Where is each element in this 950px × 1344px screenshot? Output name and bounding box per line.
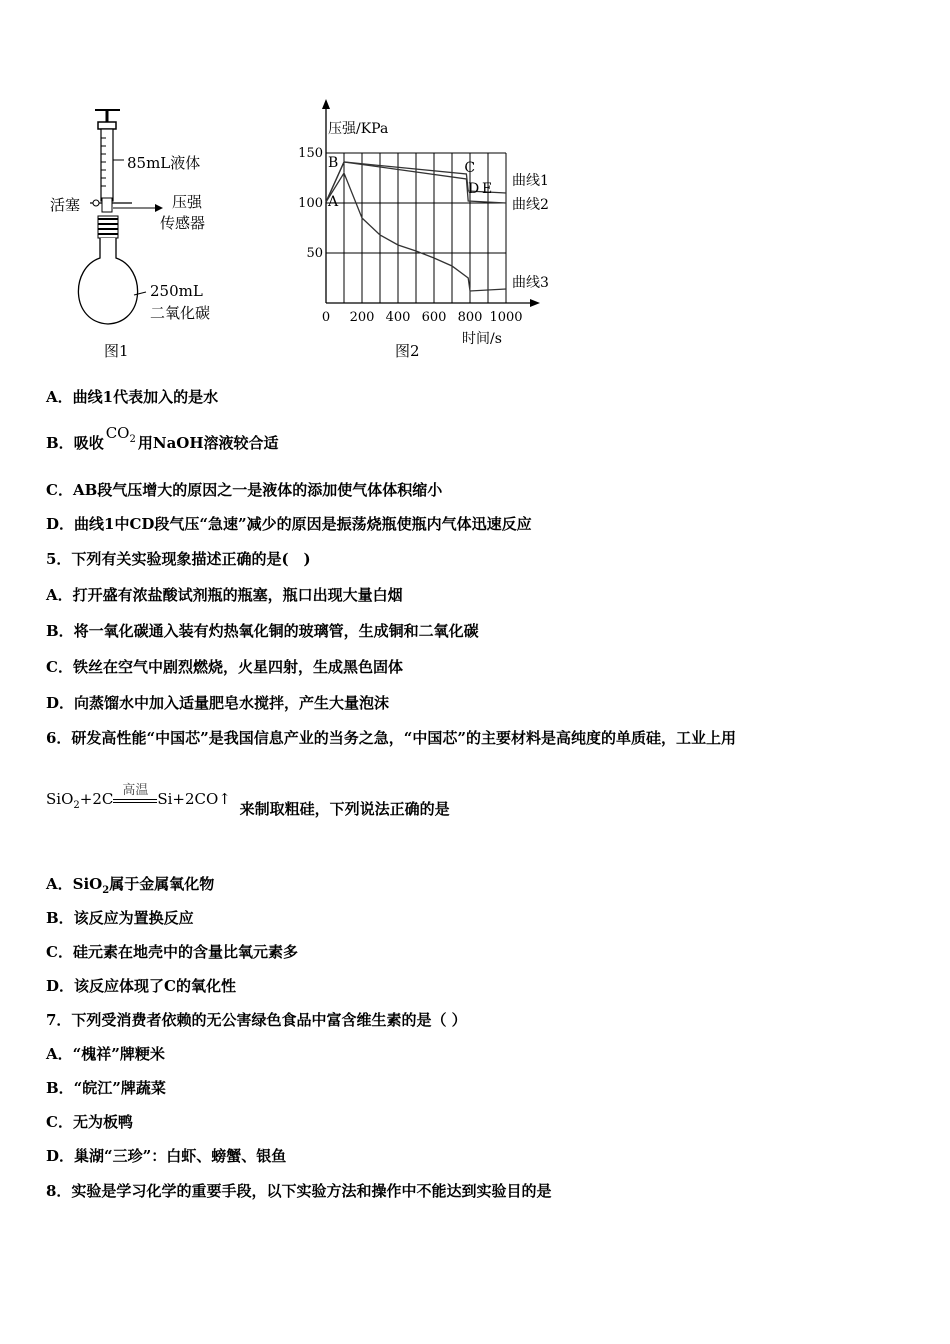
q5-stem: 5．下列有关实验现象描述正确的是( ) bbox=[46, 550, 311, 568]
q6-equation-line: SiO$_2$+2C 高温 Si+2CO↑ 来制取粗硅，下列说法正确的是 bbox=[46, 783, 450, 818]
q6-option-a: A．SiO$_2$属于金属氧化物 bbox=[46, 875, 215, 896]
figure1-caption: 图1 bbox=[104, 342, 129, 360]
x-tick-label: 400 bbox=[385, 310, 411, 325]
figure1-flask-label-2: 二氧化碳 bbox=[150, 304, 211, 322]
q4-option-d: D．曲线1中CD段气压“急速”减少的原因是振荡烧瓶使瓶内气体迅速反应 bbox=[46, 515, 532, 533]
q7-option-d: D．巢湖“三珍”：白虾、螃蟹、银鱼 bbox=[46, 1147, 287, 1165]
q7-option-c: C．无为板鸭 bbox=[46, 1113, 133, 1131]
reaction-equation: SiO$_2$+2C 高温 Si+2CO↑ bbox=[46, 783, 231, 811]
q6-option-c: C．硅元素在地壳中的含量比氧元素多 bbox=[46, 943, 298, 961]
figure1-apparatus bbox=[40, 100, 250, 370]
y-tick-label: 100 bbox=[298, 196, 323, 211]
point-label-c: C bbox=[464, 160, 476, 176]
q6-option-b: B．该反应为置换反应 bbox=[46, 909, 194, 927]
chart-grid bbox=[326, 153, 506, 303]
y-axis-arrow bbox=[322, 99, 330, 109]
co2-formula: $CO_2$ bbox=[105, 424, 136, 445]
x-axis-label: 时间/s bbox=[462, 331, 502, 347]
reaction-condition: 高温 bbox=[113, 797, 157, 803]
q5-option-d: D．向蒸馏水中加入适量肥皂水搅拌，产生大量泡沫 bbox=[46, 694, 390, 712]
figure1-valve-label: 活塞 bbox=[50, 196, 81, 214]
figure2-caption: 图2 bbox=[395, 342, 420, 360]
q4-option-b: B．吸收$CO_2$ 用NaOH溶液较合适 bbox=[46, 424, 279, 452]
q4-option-c: C．AB段气压增大的原因之一是液体的添加使气体体积缩小 bbox=[46, 481, 443, 499]
y-tick-label: 50 bbox=[306, 246, 323, 261]
q7-option-a: A．“槐祥”牌粳米 bbox=[46, 1045, 165, 1063]
x-tick-label: 1000 bbox=[489, 310, 523, 325]
x-tick-label: 800 bbox=[457, 310, 483, 325]
figure1-liquid-label: 85mL液体 bbox=[127, 154, 201, 172]
q6-option-d: D．该反应体现了C的氧化性 bbox=[46, 977, 236, 995]
figure1-sensor-label-2: 传感器 bbox=[160, 214, 206, 232]
curve-label-3: 曲线3 bbox=[512, 275, 549, 291]
q5-option-c: C．铁丝在空气中剧烈燃烧，火星四射，生成黑色固体 bbox=[46, 658, 403, 676]
figure1-flask-label-1: 250mL bbox=[150, 282, 203, 300]
q5-option-b: B．将一氧化碳通入装有灼热氧化铜的玻璃管，生成铜和二氧化碳 bbox=[46, 622, 479, 640]
point-label-a: A bbox=[328, 194, 339, 210]
point-label-d: D bbox=[468, 181, 480, 197]
chart-labels bbox=[298, 121, 549, 347]
point-label-b: B bbox=[328, 155, 339, 171]
x-tick-label: 0 bbox=[321, 310, 331, 325]
q6-stem: 6．研发高性能“中国芯”是我国信息产业的当务之急，“中国芯”的主要材料是高纯度的单质硅，工业上用 bbox=[46, 729, 736, 747]
q5-option-a: A．打开盛有浓盐酸试剂瓶的瓶塞，瓶口出现大量白烟 bbox=[46, 586, 403, 604]
y-axis-label: 压强/KPa bbox=[328, 121, 389, 137]
figure1-sensor-label-1: 压强 bbox=[172, 193, 203, 211]
curve-label-2: 曲线2 bbox=[512, 197, 549, 213]
point-label-e: E bbox=[482, 181, 493, 197]
y-tick-label: 150 bbox=[298, 146, 323, 161]
q7-option-b: B．“皖江”牌蔬菜 bbox=[46, 1079, 166, 1097]
x-tick-label: 600 bbox=[421, 310, 447, 325]
q7-stem: 7．下列受消费者依赖的无公害绿色食品中富含维生素的是（ ） bbox=[46, 1011, 467, 1029]
q4-option-a: A．曲线1代表加入的是水 bbox=[46, 388, 219, 406]
figure2-chart bbox=[290, 95, 570, 365]
x-tick-label: 200 bbox=[349, 310, 375, 325]
x-axis-arrow bbox=[530, 299, 540, 307]
q8-stem: 8．实验是学习化学的重要手段，以下实验方法和操作中不能达到实验目的是 bbox=[46, 1182, 552, 1200]
curve-label-1: 曲线1 bbox=[512, 173, 549, 189]
